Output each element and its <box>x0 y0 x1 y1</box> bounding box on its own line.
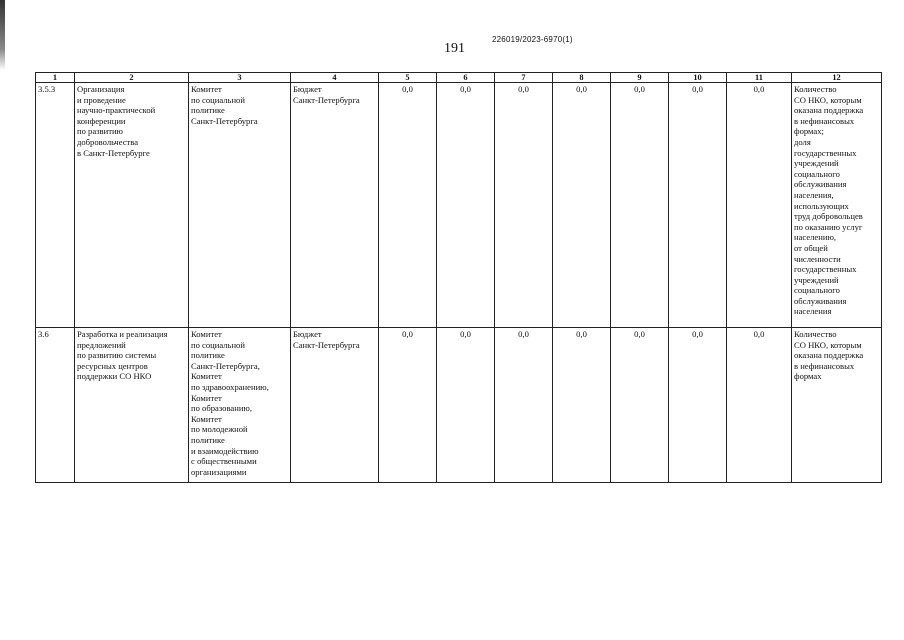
measure-name: Организация и проведение научно-практической конференции по развитию добровольчества в Санкт-Петербурге <box>75 83 189 328</box>
column-header: 11 <box>727 73 792 83</box>
program-table <box>35 72 882 483</box>
column-header: 6 <box>437 73 495 83</box>
column-header: 2 <box>75 73 189 83</box>
funding-value: 0,0 <box>495 328 553 483</box>
funding-value: 0,0 <box>553 83 611 328</box>
result-indicator: Количество СО НКО, которым оказана поддержка в нефинансовых формах; доля государственных учреждений социального обслуживания населения, использующих труд добровольцев по оказанию услуг населению, от общей численности государственных учреждений социального обслуживания населения <box>792 83 882 328</box>
column-header: 3 <box>189 73 291 83</box>
funding-value: 0,0 <box>437 83 495 328</box>
funding-value: 0,0 <box>727 83 792 328</box>
table-row <box>36 328 882 483</box>
funding-value: 0,0 <box>553 328 611 483</box>
page-number: 191 <box>444 41 465 56</box>
funding-source: Бюджет Санкт-Петербурга <box>291 83 379 328</box>
registration-number: 226019/2023-6970(1) <box>492 35 573 44</box>
funding-value: 0,0 <box>611 83 669 328</box>
funding-value: 0,0 <box>437 328 495 483</box>
funding-value: 0,0 <box>727 328 792 483</box>
column-header: 7 <box>495 73 553 83</box>
column-header: 12 <box>792 73 882 83</box>
column-header: 10 <box>669 73 727 83</box>
column-header: 5 <box>379 73 437 83</box>
measure-code: 3.6 <box>36 328 75 483</box>
funding-source: Бюджет Санкт-Петербурга <box>291 328 379 483</box>
result-indicator: Количество СО НКО, которым оказана поддержка в нефинансовых формах <box>792 328 882 483</box>
funding-value: 0,0 <box>495 83 553 328</box>
column-header: 1 <box>36 73 75 83</box>
column-header: 4 <box>291 73 379 83</box>
funding-value: 0,0 <box>379 328 437 483</box>
measure-executor: Комитет по социальной политике Санкт-Петербурга <box>189 83 291 328</box>
column-header: 9 <box>611 73 669 83</box>
column-number-row <box>36 73 882 83</box>
funding-value: 0,0 <box>611 328 669 483</box>
funding-value: 0,0 <box>669 83 727 328</box>
measure-name: Разработка и реализация предложений по развитию системы ресурсных центров поддержки СО НКО <box>75 328 189 483</box>
binding-mark <box>0 0 5 70</box>
funding-value: 0,0 <box>669 328 727 483</box>
measure-executor: Комитет по социальной политике Санкт-Петербурга, Комитет по здравоохранению, Комитет по образованию, Комитет по молодежной политике и взаимодействию с общественными организациями <box>189 328 291 483</box>
table-row <box>36 83 882 328</box>
measure-code: 3.5.3 <box>36 83 75 328</box>
column-header: 8 <box>553 73 611 83</box>
funding-value: 0,0 <box>379 83 437 328</box>
